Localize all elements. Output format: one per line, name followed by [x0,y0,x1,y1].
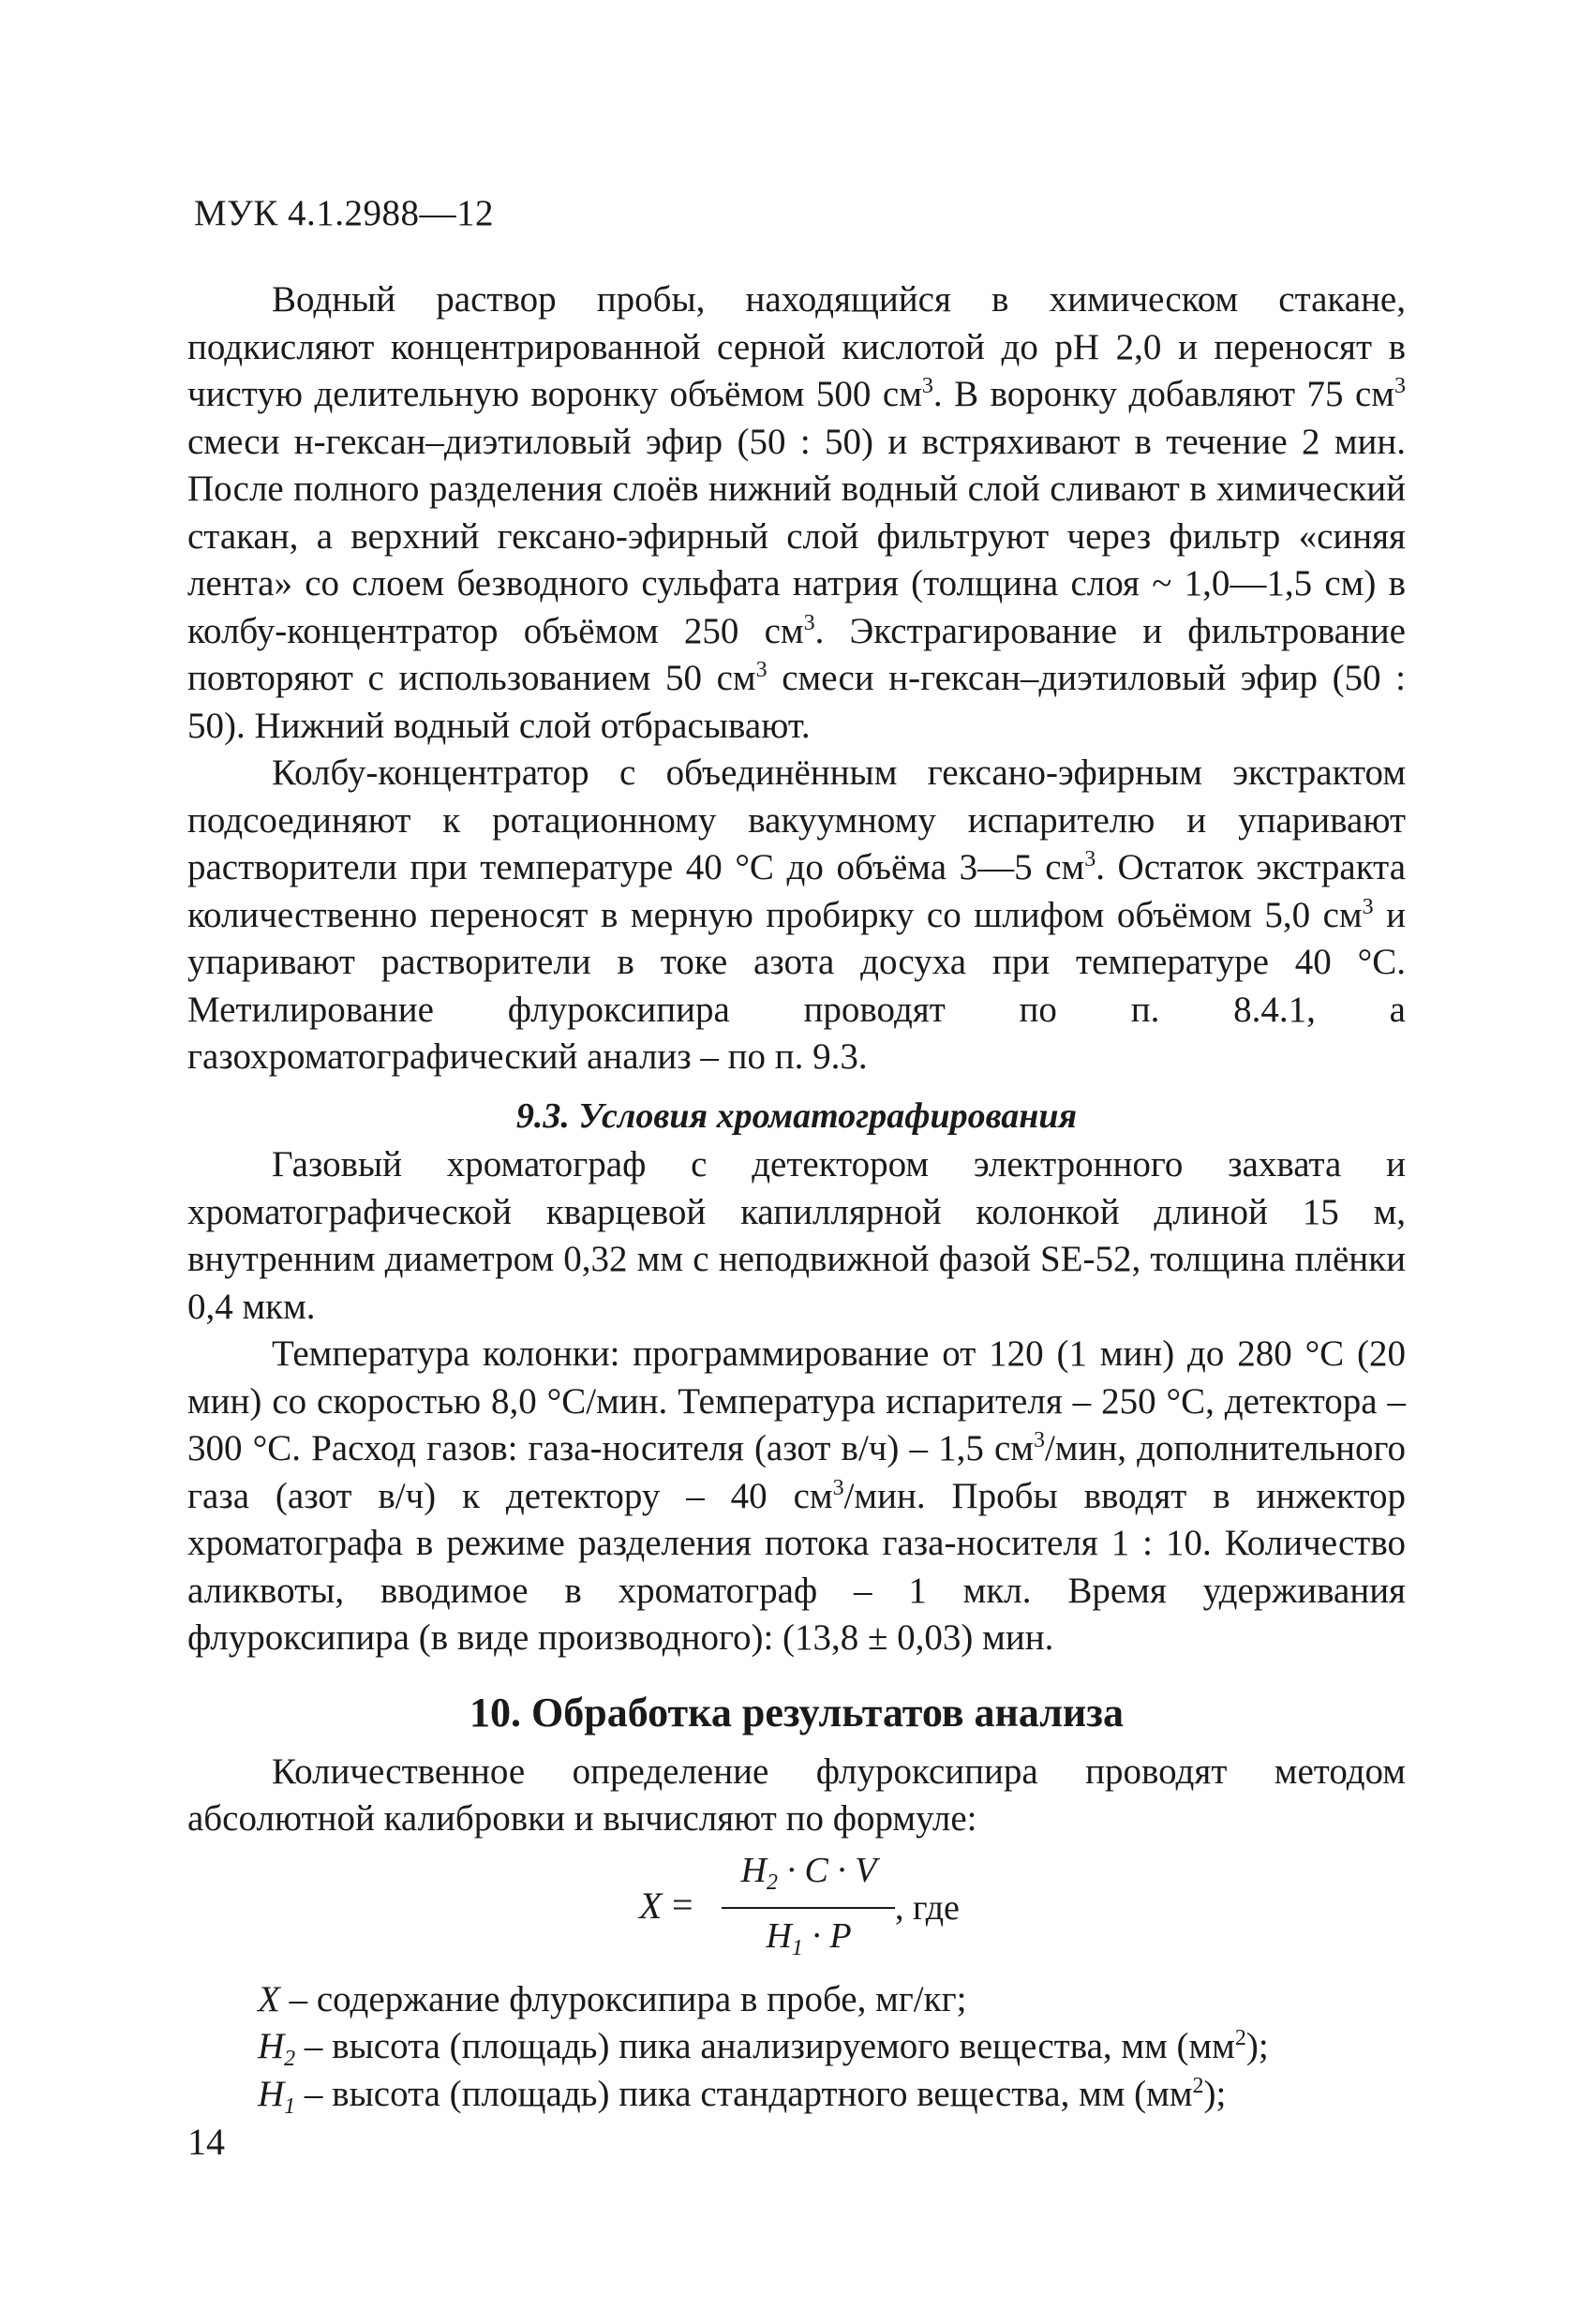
formula-numerator: $H_2 \cdot C \cdot V$ [740,1850,877,1895]
definition-item: $H_1$ – высота (площадь) пика стандартного вещества, мм $(мм^2)$; [258,2073,1227,2119]
section-heading: 10. Обработка результатов анализа [470,1689,1124,1736]
definition-item: X – содержание флуроксипира в пробе, мг/кг; [258,1978,967,2019]
formula-where: , где [895,1887,960,1928]
main-content [187,276,1406,2118]
formula-fraction-bar [722,1907,895,1909]
formula [187,1847,1406,1967]
subsection-heading: 9.3. Условия хроматографирования [515,1095,1078,1136]
formula-lhs: X [639,1884,663,1927]
formula-equals: = [672,1883,693,1926]
variable-definitions [258,1976,1406,2119]
paragraph-calculation: Количественное определение флуроксипира проводят методом абсолютной калибровки и вычисляют по формуле: [187,1750,1406,1839]
formula-denominator: $H_1 \cdot P$ [766,1915,852,1960]
page-number: 14 [187,2121,225,2163]
paragraph-chromatograph: Газовый хроматограф с детектором электронного захвата и хроматографической кварцевой капиллярной колонкой длиной 15 м, внутренним диаметром 0,32 мм с неподвижной фазой SE-52, толщина плёнки 0,4 мкм. [187,1144,1406,1327]
paragraph-concentration: Колбу-концентратор с объединённым гексано-эфирным экстрактом подсоединяют к ротационному вакуумному испарителю и упаривают растворители при температуре 40 °С до объёма 3—5 $см^3$. Остаток экстракта количественно переносят в мерную пробирку со шлифом объёмом 5,0 $см^3$ и упаривают растворители в токе азота досуха при температуре 40 °С. Метилирование флуроксипира проводят по п. 8.4.1, а газохроматографический анализ – по п. 9.3. [187,752,1407,1077]
paragraph-temperature: Температура колонки: программирование от 120 (1 мин) до 280 °С (20 мин) со скоростью 8,0 °С/мин. Температура испарителя – 250 °С, детектора – 300 °С. Расход газов: газа-носителя (азот в/ч) – 1,5 $см^3$/мин, дополнительного газа (азот в/ч) к детектору – 40 $см^3$/мин. Пробы вводят в инжектор хроматографа в режиме разделения потока газа-носителя 1 : 10. Количество аликвоты, вводимое в хроматограф – 1 мкл. Время удерживания флуроксипира (в виде производного): (13,8 ± 0,03) мин. [187,1333,1406,1658]
paragraph-sample-extraction: Водный раствор пробы, находящийся в химическом стакане, подкисляют концентрированной серной кислотой до pH 2,0 и переносят в чистую делительную воронку объёмом 500 $см^3$. В воронку добавляют 75 $см^3$ смеси н-гексан–диэтиловый эфир (50 : 50) и встряхивают в течение 2 мин. После полного разделения слоёв нижний водный слой сливают в химический стакан, а верхний гексано-эфирный слой фильтруют через фильтр «синяя лента» со слоем безводного сульфата натрия (толщина слоя ~ 1,0—1,5 см) в колбу-концентратор объёмом 250 $см^3$. Экстрагирование и фильтрование повторяют с использованием 50 $см^3$ смеси н-гексан–диэтиловый эфир (50 : 50). Нижний водный слой отбрасывают. [187,279,1407,746]
document-header-code: МУК 4.1.2988—12 [194,193,495,233]
definition-item: $H_2$ – высота (площадь) пика анализируемого вещества, мм $(мм^2)$; [258,2026,1269,2071]
